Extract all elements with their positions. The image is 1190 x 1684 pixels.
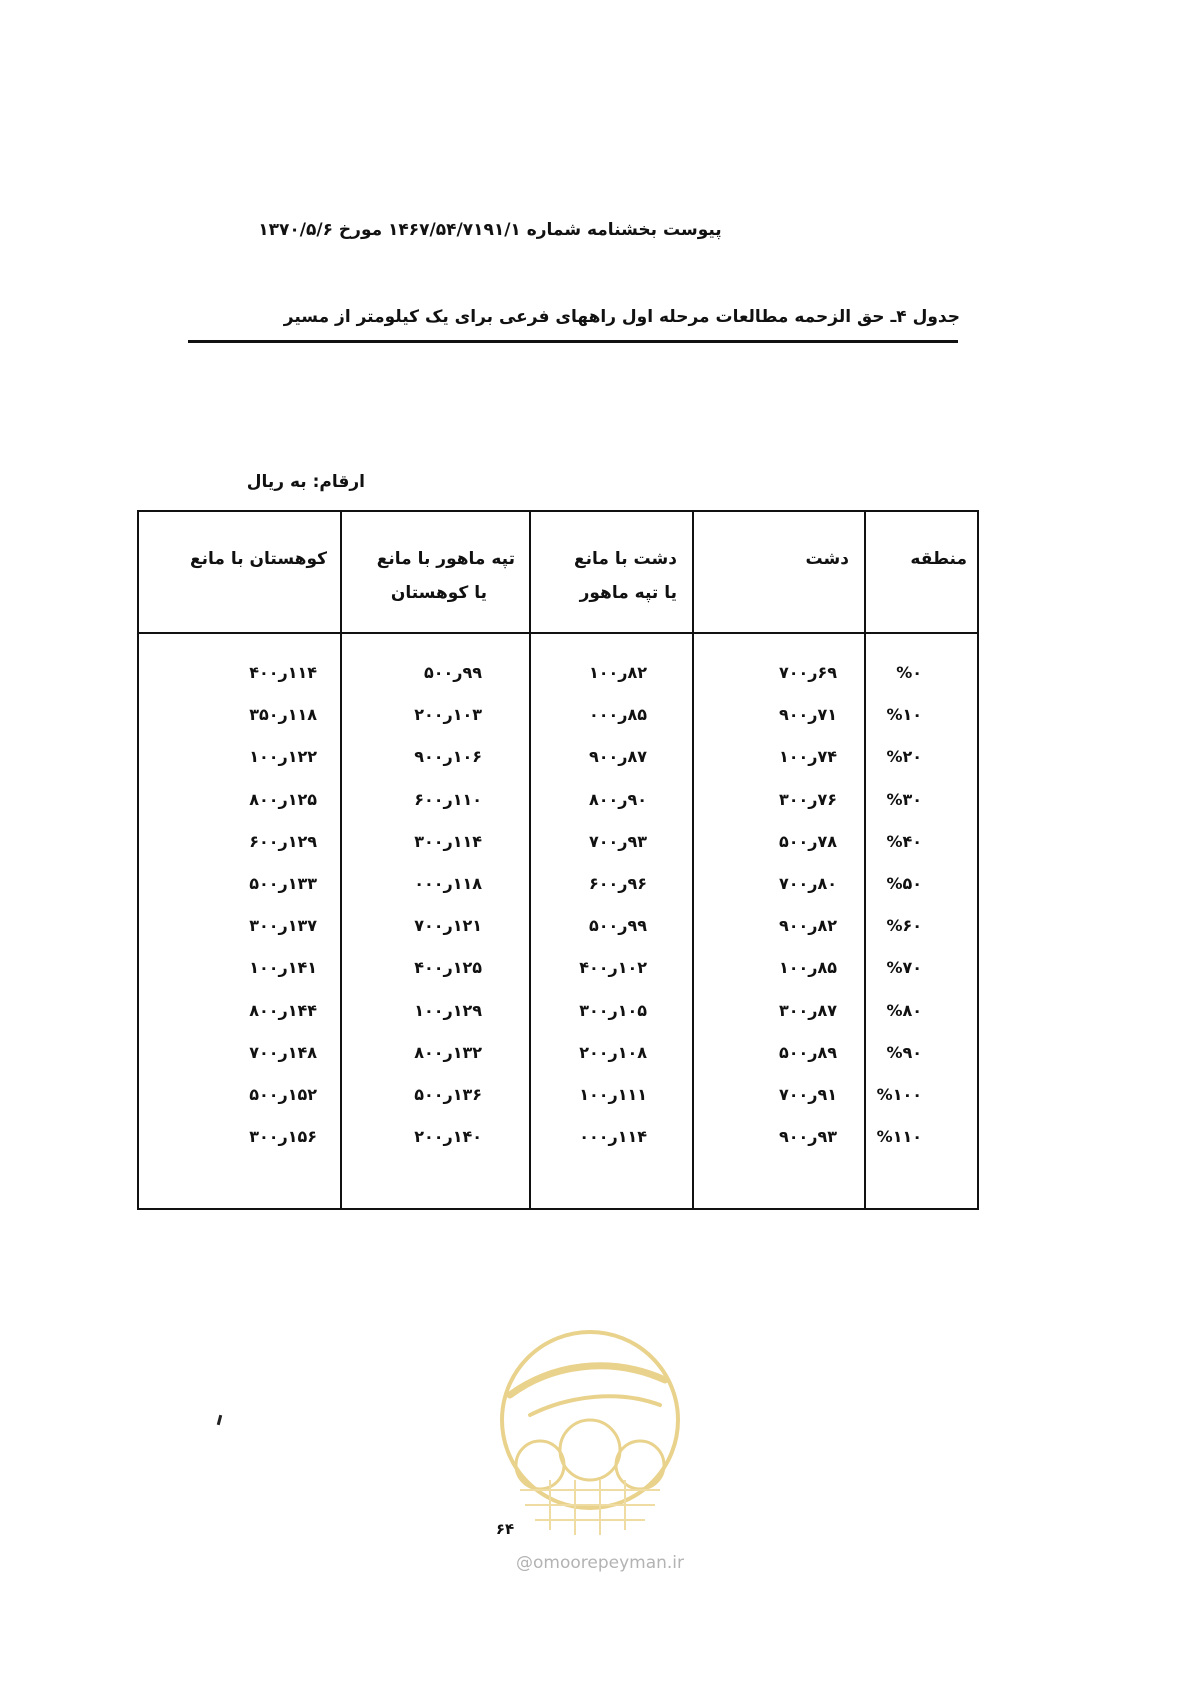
header-plain-line: دشت [805,549,849,569]
fee-table [137,510,979,1210]
region-cell: %۸۰ [886,1000,922,1020]
plain-obstacle-cell: ۱۰۲ر۴۰۰ [579,958,647,978]
table-row [139,692,977,737]
hills-obstacle-cell: ۱۴۰ر۲۰۰ [414,1127,482,1147]
header-hills-with-obstacle [340,542,515,610]
mountain-obstacle-cell: ۱۵۲ر۵۰۰ [249,1085,317,1104]
plain-cell: ۷۸ر۵۰۰ [778,831,837,851]
region-cell: %۱۰ [886,705,922,725]
stray-mark [217,1415,222,1425]
region-cell: %۱۱۰ [876,1127,922,1147]
header-plain [691,542,849,576]
table-row [139,988,977,1033]
plain-cell: ۹۱ر۷۰۰ [778,1085,837,1104]
units-note: ارقام: به ریال [246,472,365,492]
header-region-line: منطقه [910,549,967,569]
table-row [139,1072,977,1117]
header-hills-with-obstacle-line2: یا کوهستان [390,583,487,603]
mountain-obstacle-cell: ۱۱۴ر۴۰۰ [249,663,317,682]
mountain-obstacle-cell: ۱۳۳ر۵۰۰ [249,874,317,893]
mountain-obstacle-cell: ۱۴۴ر۸۰۰ [249,1000,317,1020]
plain-obstacle-cell: ۹۳ر۷۰۰ [588,831,647,851]
annex-reference-line: پیوست بخشنامه شماره ۱۴۶۷/۵۴/۷۱۹۱/۱ مورخ ۱۳۷۰/۵/۶ [258,220,722,240]
region-cell: %۴۰ [886,831,922,851]
header-hills-with-obstacle-line1: تپه ماهور با مانع [376,549,515,569]
plain-cell: ۸۲ر۹۰۰ [778,916,837,936]
mountain-obstacle-cell: ۱۴۱ر۱۰۰ [249,958,317,978]
plain-obstacle-cell: ۹۹ر۵۰۰ [588,916,647,936]
header-divider [139,632,977,634]
table-row [139,1114,977,1159]
at-icon: @ [515,1553,533,1573]
plain-obstacle-cell: ۱۰۸ر۲۰۰ [579,1042,647,1062]
plain-obstacle-cell: ۱۱۱ر۱۰۰ [579,1085,647,1104]
hills-obstacle-cell: ۱۳۲ر۸۰۰ [414,1042,482,1062]
hills-obstacle-cell: ۱۰۳ر۲۰۰ [414,705,482,725]
region-cell: %۲۰ [886,747,922,767]
hills-obstacle-cell: ۱۰۶ر۹۰۰ [414,747,482,767]
title-underline [188,340,958,343]
header-mountain-with-obstacle [142,542,327,576]
header-plain-with-obstacle-line2: یا تپه ماهور [579,583,677,603]
mountain-obstacle-cell: ۱۲۹ر۶۰۰ [249,831,317,851]
region-cell: %۱۰۰ [876,1085,922,1104]
header-mountain-with-obstacle-line: کوهستان با مانع [190,549,327,569]
table-title: جدول ۴ـ حق الزحمه مطالعات مرحله اول راههای فرعی برای یک کیلومتر از مسیر [283,307,960,327]
table-row [139,861,977,906]
mountain-obstacle-cell: ۱۱۸ر۳۵۰ [249,705,317,725]
plain-obstacle-cell: ۹۶ر۶۰۰ [588,874,647,893]
plain-obstacle-cell: ۱۱۴ر۰۰۰ [579,1127,647,1147]
watermark-site-text: omoorepeyman.ir [532,1553,685,1573]
plain-cell: ۷۱ر۹۰۰ [778,705,837,725]
region-cell: %۹۰ [886,1042,922,1062]
watermark-logo-icon [490,1325,690,1545]
mountain-obstacle-cell: ۱۲۲ر۱۰۰ [249,747,317,767]
hills-obstacle-cell: ۱۲۹ر۱۰۰ [414,1000,482,1020]
region-cell: %۵۰ [886,874,922,893]
table-row [139,903,977,948]
table-row [139,945,977,990]
page-number: ۶۴ [495,1520,515,1538]
plain-obstacle-cell: ۸۷ر۹۰۰ [588,747,647,767]
plain-cell: ۷۶ر۳۰۰ [778,789,837,809]
table-row [139,734,977,779]
mountain-obstacle-cell: ۱۲۵ر۸۰۰ [249,789,317,809]
region-cell: %۰ [896,663,922,682]
table-row [139,819,977,864]
mountain-obstacle-cell: ۱۵۶ر۳۰۰ [249,1127,317,1147]
region-cell: %۶۰ [886,916,922,936]
hills-obstacle-cell: ۱۲۱ر۷۰۰ [414,916,482,936]
table-row [139,1030,977,1075]
watermark-site [500,1553,700,1573]
plain-cell: ۸۰ر۷۰۰ [778,874,837,893]
mountain-obstacle-cell: ۱۳۷ر۳۰۰ [249,916,317,936]
plain-cell: ۸۵ر۱۰۰ [778,958,837,978]
table-row [139,777,977,822]
hills-obstacle-cell: ۱۳۶ر۵۰۰ [414,1085,482,1104]
plain-obstacle-cell: ۸۲ر۱۰۰ [588,663,647,682]
header-region [867,542,967,576]
header-plain-with-obstacle [527,542,677,610]
plain-obstacle-cell: ۱۰۵ر۳۰۰ [579,1000,647,1020]
hills-obstacle-cell: ۹۹ر۵۰۰ [423,663,482,682]
hills-obstacle-cell: ۱۱۴ر۳۰۰ [414,831,482,851]
hills-obstacle-cell: ۱۱۸ر۰۰۰ [414,874,482,893]
header-plain-with-obstacle-line1: دشت با مانع [574,549,677,569]
mountain-obstacle-cell: ۱۴۸ر۷۰۰ [249,1042,317,1062]
plain-cell: ۷۴ر۱۰۰ [778,747,837,767]
plain-cell: ۶۹ر۷۰۰ [778,663,837,682]
hills-obstacle-cell: ۱۲۵ر۴۰۰ [414,958,482,978]
region-cell: %۷۰ [886,958,922,978]
plain-obstacle-cell: ۸۵ر۰۰۰ [588,705,647,725]
table-row [139,650,977,695]
plain-cell: ۸۷ر۳۰۰ [778,1000,837,1020]
plain-cell: ۹۳ر۹۰۰ [778,1127,837,1147]
plain-obstacle-cell: ۹۰ر۸۰۰ [588,789,647,809]
region-cell: %۳۰ [886,789,922,809]
plain-cell: ۸۹ر۵۰۰ [778,1042,837,1062]
hills-obstacle-cell: ۱۱۰ر۶۰۰ [414,789,482,809]
